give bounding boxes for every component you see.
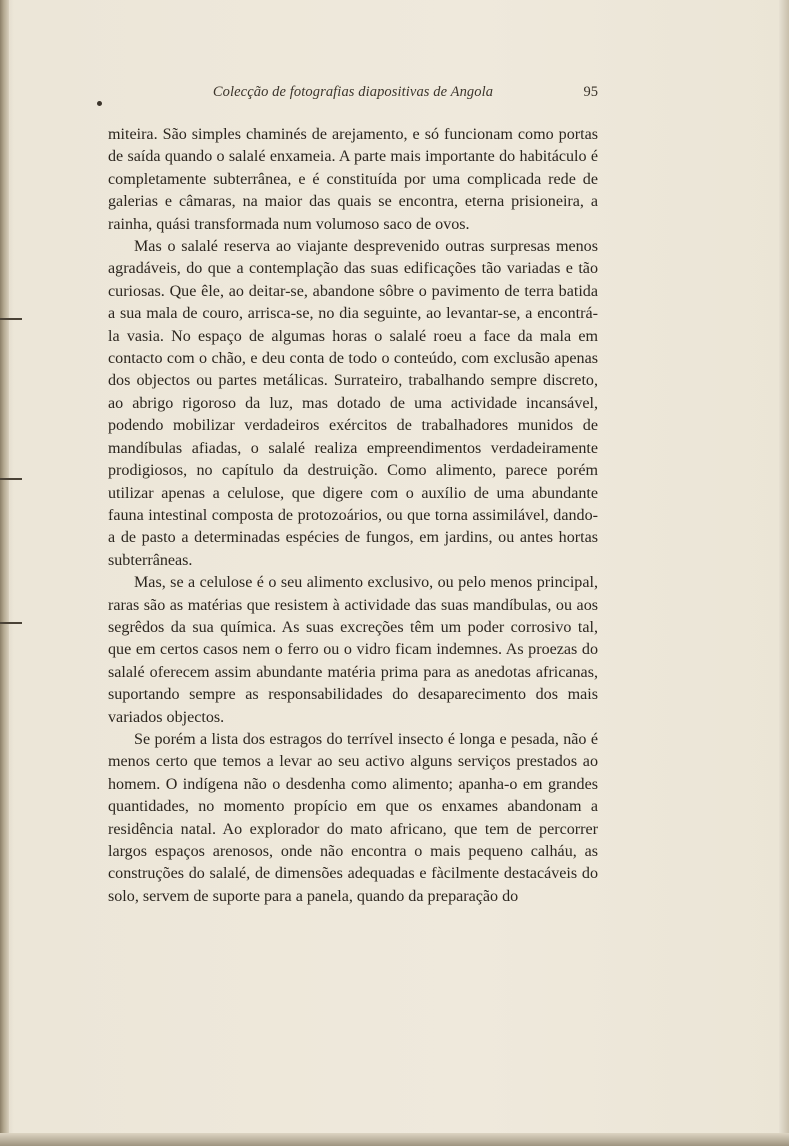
page-number: 95 xyxy=(583,84,598,100)
running-title: Colecção de fotografias diapositivas de Angola xyxy=(212,84,494,100)
page-bottom-edge xyxy=(0,1133,789,1146)
page-header xyxy=(108,84,598,106)
ink-dot xyxy=(97,101,102,106)
page-right-edge xyxy=(779,0,789,1146)
binding-thread-mark xyxy=(0,478,22,480)
page-binding-edge xyxy=(0,0,9,1146)
binding-thread-mark xyxy=(0,318,22,320)
binding-thread-mark xyxy=(0,622,22,624)
paragraph: miteira. São simples chaminés de arejamento, e só funcionam como portas de saída quando o salalé enxameia. A parte mais importante do habitáculo é completamente subterrânea, e é constituída por uma complicada rede de galerias e câmaras, na maior das quais se encontra, eterna prisioneira, a rainha, quási transformada num volumoso saco de ovos. xyxy=(108,126,598,233)
paragraph: Se porém a lista dos estragos do terrível insecto é longa e pesada, não é menos certo que temos a levar ao seu activo alguns serviços prestados ao homem. O indígena não o desdenha como alimento; apanha-o em grandes quantidades, no momento propício em que os enxames abandonam a residência natal. Ao explorador do mato africano, que tem de percorrer largos espaços arenosos, onde não encontra o mais pequeno calháu, as construções do salalé, de dimensões adequadas e fàcilmente destacáveis do solo, servem de suporte para a panela, quando da preparação do xyxy=(108,730,598,905)
paragraph: Mas, se a celulose é o seu alimento exclusivo, ou pelo menos principal, raras são as matérias que resistem à actividade das suas mandíbulas, ou aos segrêdos da sua química. As suas excreções têm um poder corrosivo tal, que em certos casos nem o ferro ou o vidro ficam indemnes. As proezas do salalé oferecem assim abundante matéria prima para as anedotas africanas, suportando sempre as responsabilidades do desaparecimento dos mais variados objectos. xyxy=(108,574,598,726)
body-text xyxy=(108,124,598,908)
paragraph: Mas o salalé reserva ao viajante desprevenido outras surpresas menos agradáveis, do que a contemplação das suas edificações tão variadas e tão curiosas. Que êle, ao deitar-se, abandone sôbre o pavimento de terra batida a sua mala de couro, arrisca-se, no dia seguinte, ao levantar-se, a encontrá-la vasia. No espaço de algumas horas o salalé roeu a face da mala em contacto com o chão, e deu conta de todo o conteúdo, com exclusão apenas dos objectos ou partes metálicas. Surrateiro, trabalhando sempre discreto, ao abrigo rigoroso da luz, mas dotado de uma actividade incansável, podendo mobilizar verdadeiros exércitos de trabalhadores munidos de mandíbulas afiadas, o salalé realiza empreendimentos verdadeiramente prodigiosos, no capítulo da destruição. Como alimento, parece porém utilizar apenas a celulose, que digere com o auxílio de uma abundante fauna intestinal composta de protozoários, ou que torna assimilável, dando-a de pasto a determinadas espécies de fungos, em jardins, ou antes hortas subterrâneas. xyxy=(108,238,598,569)
